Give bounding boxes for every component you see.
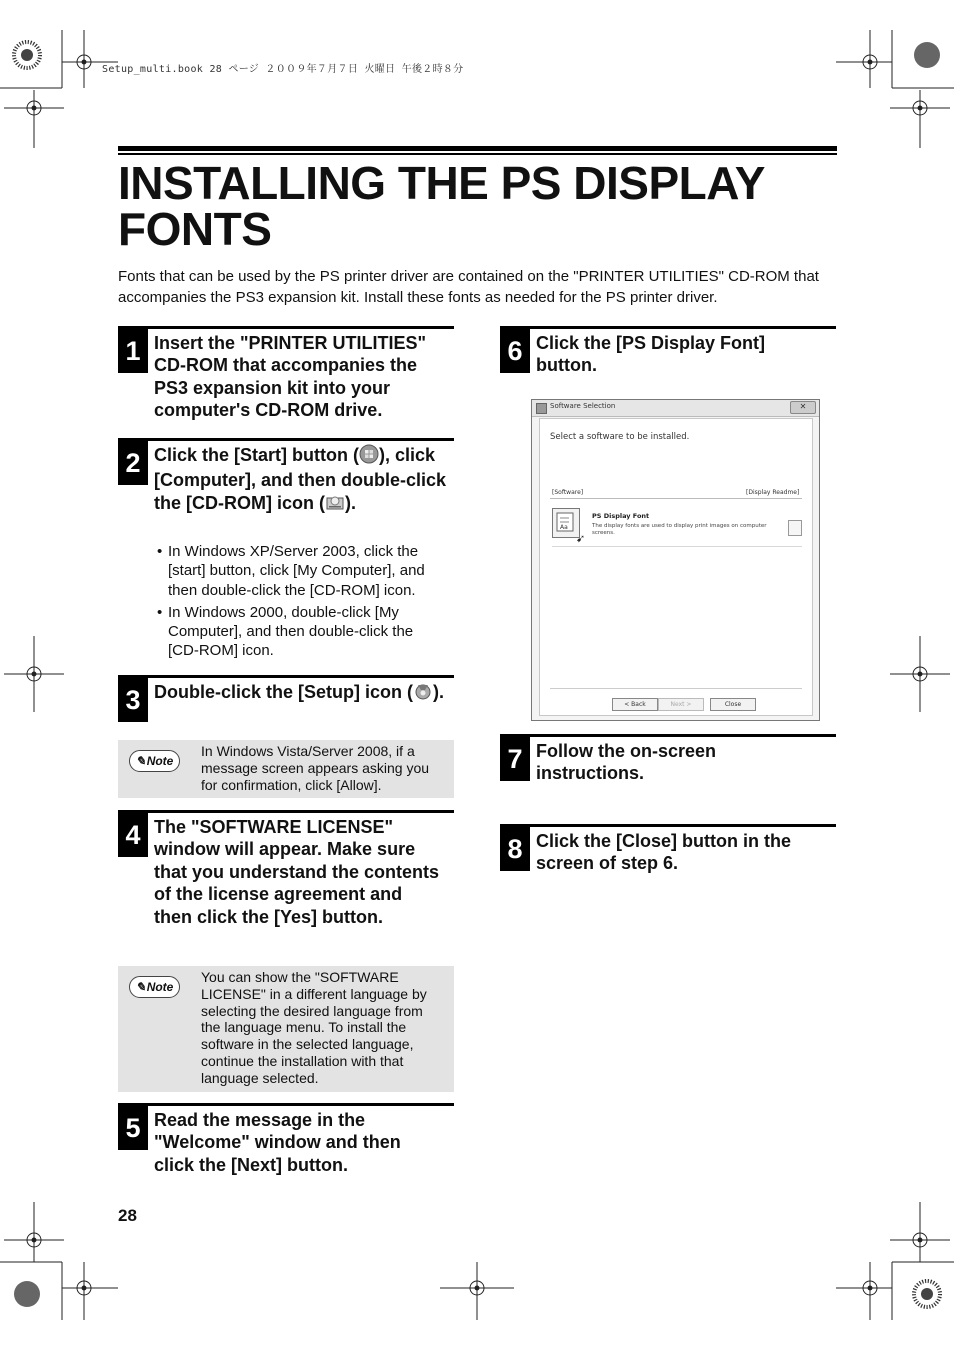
next-button[interactable]: Next > (658, 698, 704, 711)
close-window-button[interactable]: ✕ (790, 401, 816, 414)
bullet-item: • In Windows XP/Server 2003, click the [start] button, click [My Computer], and then double-click the [CD-ROM] icon. (156, 542, 446, 600)
step-text (154, 681, 454, 706)
print-header: Setup_multi.book 28 ページ ２００９年７月７日 火曜日 午後２時８分 (102, 64, 464, 75)
note-box (118, 740, 454, 798)
setup-icon (413, 681, 433, 706)
step-text: Insert the "PRINTER UTILITIES" CD-ROM that accompanies the PS3 expansion kit into your computer's CD-ROM drive. (154, 333, 427, 421)
title-rule-thin (118, 153, 837, 155)
step-number: 8 (500, 827, 530, 871)
back-button[interactable]: < Back (612, 698, 658, 711)
note-label (129, 976, 180, 998)
step-text-part: ). (433, 682, 445, 702)
step-number: 4 (118, 813, 148, 857)
step-1 (118, 326, 454, 429)
step-text: Click the [Close] button in the screen of step 6. (536, 831, 791, 874)
note-box (118, 966, 454, 1092)
step-number: 6 (500, 329, 530, 373)
step-text: Follow the on-screen instructions. (536, 741, 717, 784)
select-prompt: Select a software to be installed. (550, 432, 690, 442)
window-body (539, 418, 813, 716)
note-label-text: Note (146, 979, 174, 994)
step-text-part: ). (344, 492, 356, 513)
page-title: INSTALLING THE PS DISPLAY FONTS (118, 157, 765, 255)
intro-paragraph: Fonts that can be used by the PS printer driver are contained on the "PRINTER UTILITIES" CD-ROM that accompanies the PS3 expansion kit. Install these fonts as needed for the PS printer driver. (118, 268, 819, 306)
software-selection-screenshot (531, 399, 820, 721)
window-titlebar (532, 400, 819, 417)
step-2 (118, 438, 454, 671)
column-header-readme: [Display Readme] (746, 489, 800, 496)
footer-rule (550, 688, 802, 689)
window-title: Software Selection (550, 402, 616, 410)
step-number: 1 (118, 329, 148, 373)
step-number: 5 (118, 1106, 148, 1150)
step-text: The "SOFTWARE LICENSE" window will appear. Make sure that you understand the contents of the license agreement and then click the [Yes] button. (154, 817, 440, 927)
display-readme-icon[interactable] (788, 520, 802, 536)
note-text: In Windows Vista/Server 2008, if a message screen appears asking you for confirmation, click [Allow]. (201, 743, 430, 793)
step-7 (500, 734, 836, 787)
step-text-part: Double-click the [Setup] icon ( (154, 682, 414, 702)
step-4 (118, 810, 454, 958)
step-5 (118, 1103, 454, 1186)
cd-rom-icon (325, 492, 345, 517)
bullet-item: • In Windows 2000, double-click [My Computer], and then double-click the [CD-ROM] icon. (156, 603, 446, 661)
step-3 (118, 675, 454, 728)
software-item-title: PS Display Font (592, 512, 650, 520)
pencil-icon: ✎ (135, 753, 146, 768)
title-rule (118, 146, 837, 151)
svg-text:Aa: Aa (560, 524, 568, 531)
start-button-icon (359, 444, 379, 469)
step-number: 7 (500, 737, 530, 781)
step-text-part: ), click [Computer], and then double-click the [CD-ROM] icon ( (154, 445, 447, 513)
note-label (129, 750, 180, 772)
pencil-icon: ✎ (135, 979, 146, 994)
step-number: 3 (118, 678, 148, 722)
software-item-ps-display-font[interactable] (552, 506, 802, 547)
step-8 (500, 824, 836, 877)
column-header-rule (550, 498, 802, 499)
close-button[interactable]: Close (710, 698, 756, 711)
mouse-pointer-icon: ➹ (576, 532, 586, 545)
step-text: Read the message in the "Welcome" window and then click the [Next] button. (154, 1110, 401, 1175)
note-text: You can show the "SOFTWARE LICENSE" in a different language by selecting the desired language from the language menu. To install the software in the selected language, continue the installation with that language selected. (201, 969, 427, 1086)
step-2-bullets (156, 542, 446, 664)
step-text (154, 444, 454, 517)
step-6 (500, 326, 836, 379)
page-number: 28 (118, 1206, 137, 1225)
window-icon (536, 403, 547, 414)
step-number: 2 (118, 441, 148, 485)
note-label-text: Note (146, 753, 174, 768)
step-text-part: Click the [Start] button ( (154, 445, 359, 465)
software-item-description: The display fonts are used to display print images on computer screens. (592, 523, 767, 536)
step-text: Click the [PS Display Font] button. (536, 333, 766, 376)
column-header-software: [Software] (552, 489, 584, 496)
